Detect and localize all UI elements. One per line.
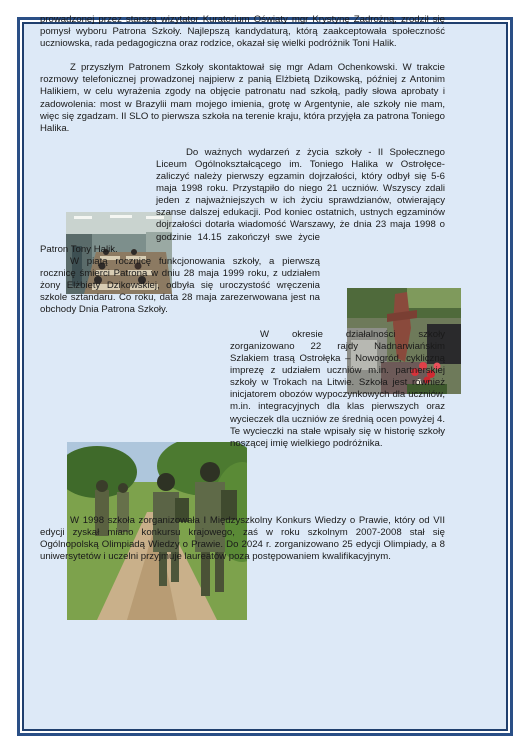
paragraph-patron-contact: Z przyszłym Patronem Szkoły skontaktował się mgr Adam Ochenkowski. W trakcie rozmowy telefonicznej prowadzonej najpierw z panią Elżbietą Dzikowską, później z Antonim Halikiem, w celu wyrażenia zgody na objęcie patronatu nad szkołą, padły słowa aprobaty i zadowolenia: most w Brazylii mam mojego imienia, grotę w Argentynie, ale szkoły nie mam, więc się zgadzam. II SLO to pierwsza szkoła na terenie kraju, która przyjęła za patrona Toniego Halika. xyxy=(40,62,445,134)
paragraph-rallies: W okresie działalności szkoły zorganizowano 22 rajdy Nadnarwiańskim Szlakiem trasą Ostrołęka – Nowogród, cykliczną imprezę z udziałem uczniów m.in. partnerskiej szkoły w Trokach na Litwie. Szkoła jest również inicjatorem obozów wypoczynkowych dla uczniów, m.in. integracyjnych dla klas pierwszych oraz wycieczek dla uczniów ze średnią ocen powyżej 4. Te wycieczki na stałe wpisały się w historię szkoły noszącej imię wielkiego podróżnika. xyxy=(230,328,445,449)
paragraph-law-olympiad: W 1998 szkoła zorganizowała I Międzyszkolny Konkurs Wiedzy o Prawie, który od VII edycji zyskał miano konkursu krajowego, zaś w roku szkolnym 2007-2008 stał się Ogólnopolską Olimpiadą Wiedzy o Prawie. Do 2024 r. zorganizowano 25 edycji Olimpiady, a 8 uniwersytetów i uczelni przyjmuje laureatów poza postępowaniem kwalifikacyjnym. xyxy=(40,514,445,563)
paragraph-intro: prowadzonej przez starszą wizytator Kuratorium Oświaty mgr Krystynę Zadrożną, zrodził się pomysł wyboru Patrona Szkoły. Najlepszą kandydaturą, którą zaakceptowała społeczność uczniowska, rada pedagogiczna oraz rodzice, okazał się wielki podróżnik Toni Halik. xyxy=(40,14,445,50)
article-text xyxy=(40,14,445,563)
paragraph-first-exam: Do ważnych wydarzeń z życia szkoły - II Społecznego Liceum Ogólnokształcącego im. Toniego Halika w Ostrołęce- zaliczyć należy pierwszy egzamin dojrzałości, który odbył się 5-6 maja 1998 roku. Przystąpiło do niego 21 uczniów. Wszyscy zdali jeden z najważniejszych w ich życiu sprawdzianów, otwierający szanse dalszej edukacji. Pod koniec ostatnich, ustnych egzaminów dojrzałości dotarła wiadomość Warszawy, że dnia 23 maja 1998 o godzinie 14.15 zakończył swe życie Patron Tony Halik. xyxy=(40,146,445,255)
paragraph-banner: W piątą rocznicę funkcjonowania szkoły, a pierwszą rocznicę śmierci Patrona w dniu 28 maja 1999 roku, z udziałem żony Elżbiety Dzikowskiej, odbyła się uroczystość wręczenia szkole sztandaru. Co roku, data 28 maja zarezerwowana jest na obchody Dnia Patrona Szkoły. xyxy=(40,255,320,316)
